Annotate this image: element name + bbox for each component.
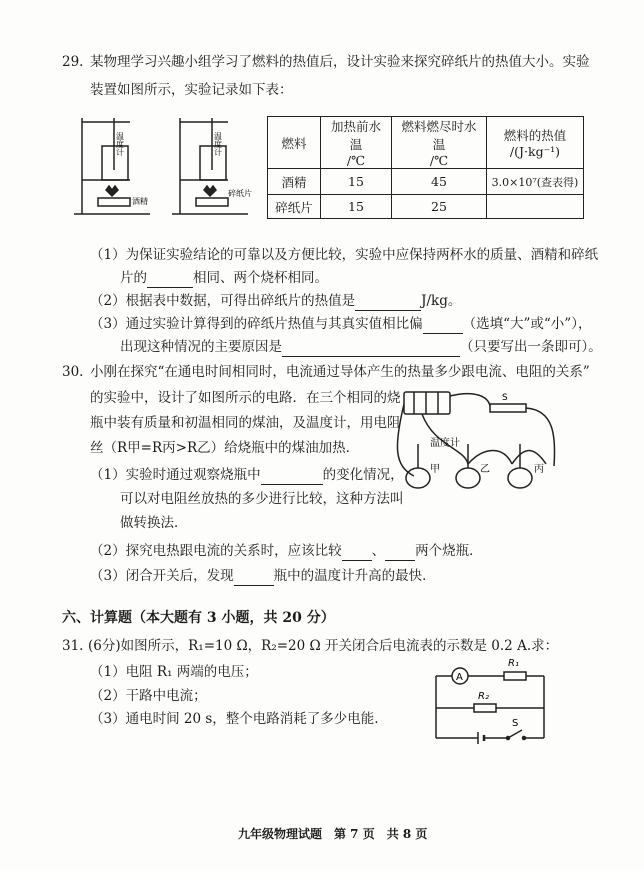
- flask-yi-label: 乙: [480, 464, 490, 475]
- table-header-cell: 加热前水温 /℃: [321, 117, 392, 169]
- switch-base: [490, 404, 526, 412]
- table-cell: 25: [392, 195, 487, 219]
- q29-sub1-line1: （1）为保证实验结论的可靠以及方便比较，实验中应保持两杯水的质量、酒精和碎纸: [90, 247, 599, 263]
- q29-number: 29.: [62, 54, 84, 70]
- switch-label: S: [502, 393, 508, 403]
- q31-sub1: （1）电阻 R₁ 两端的电压；: [90, 664, 258, 680]
- q29-intro-line2: 装置如图所示，实验记录如下表：: [90, 82, 293, 98]
- circuit-wires: [397, 394, 554, 476]
- answer-blank[interactable]: [342, 546, 372, 561]
- q29-apparatus-figure: [70, 112, 260, 222]
- answer-blank[interactable]: [147, 273, 193, 288]
- q30-number: 30.: [62, 364, 84, 380]
- q31-sub3: （3）通电时间 20 s，整个电路消耗了多少电能.: [90, 711, 379, 727]
- q30-line2: 的实验中，设计了如图所示的电路．在三个相同的烧: [90, 390, 401, 406]
- q30-line3: 瓶中装有质量和初温相同的煤油，及温度计，用电阻: [90, 415, 401, 431]
- q31-number: 31.: [62, 638, 84, 654]
- q30-sub3: （3）闭合开关后，发现 瓶中的温度计升高的最快．: [90, 568, 436, 584]
- answer-blank[interactable]: [261, 470, 323, 485]
- switch-label: S: [512, 718, 519, 729]
- table-cell: 酒精: [268, 169, 321, 195]
- q30-line4: 丝（R甲=R丙>R乙）给烧瓶中的煤油加热．: [90, 440, 360, 456]
- q29-sub2: （2）根据表中数据，可得出碎纸片的热值是 J/kg。: [90, 293, 462, 309]
- answer-blank[interactable]: [355, 296, 421, 311]
- q30-circuit-figure: [394, 386, 566, 498]
- q29-left-thermometer-label: 温度计: [115, 132, 125, 156]
- q29-right-stand: [172, 118, 248, 214]
- table-row: [268, 195, 584, 219]
- q31-circuit-figure: [428, 652, 554, 750]
- q31-stem: (6分)如图所示，R₁=10 Ω，R₂=20 Ω 开关闭合后电流表的示数是 0.2 A.求：: [88, 638, 559, 654]
- q31-sub2: （2）干路中电流；: [90, 688, 207, 704]
- page-footer: 九年级物理试题 第 7 页 共 8 页: [238, 827, 428, 841]
- battery-pack: [404, 392, 450, 414]
- table-row: [268, 169, 584, 195]
- q29-right-thermometer-label: 温度计: [213, 132, 223, 156]
- flask-bing-label: 丙: [534, 464, 544, 475]
- ammeter-label: A: [456, 672, 463, 683]
- table-header-cell: 燃料的热值 /(J·kg⁻¹): [487, 117, 584, 169]
- q30-sub2: （2）探究电热跟电流的关系时，应该比较 、 两个烧瓶．: [90, 543, 483, 559]
- answer-blank[interactable]: [385, 546, 415, 561]
- answer-blank[interactable]: [234, 571, 274, 586]
- q30-sub1-line3: 做转换法．: [120, 515, 188, 531]
- flask-jia-label: 甲: [430, 464, 440, 475]
- table-cell: [487, 195, 584, 219]
- table-cell: 碎纸片: [268, 195, 321, 219]
- table-header-cell: 燃料: [268, 117, 321, 169]
- q29-left-fuel-label: 酒精: [132, 197, 148, 206]
- q29-right-fuel-label: 碎纸片: [228, 189, 252, 198]
- q30-line1: 小刚在探究“在通电时间相同时，电流通过导体产生的热量多少跟电流、电阻的关系”: [90, 364, 590, 380]
- q30-sub1-line2: 可以对电阻丝放热的多少进行比较，这种方法叫: [120, 491, 404, 507]
- table-header-row: [268, 117, 584, 169]
- table-cell: 3.0×10⁷(查表得): [487, 169, 584, 195]
- q29-sub3-line1: （3）通过实验计算得到的碎纸片热值与其真实值相比偏 （选填“大”或“小”），: [90, 316, 592, 332]
- q29-intro-line1: 某物理学习兴趣小组学习了燃料的热值后，设计实验来探究碎纸片的热值大小。实验: [90, 54, 590, 70]
- table-cell: 15: [321, 195, 392, 219]
- thermometer-label: 温度计: [430, 438, 460, 449]
- switch-symbol: [508, 730, 522, 738]
- table-cell: 45: [392, 169, 487, 195]
- r2-label: R₂: [478, 691, 489, 702]
- q29-data-table: [267, 116, 584, 219]
- flask-yi: [456, 444, 480, 488]
- table-cell: 15: [321, 169, 392, 195]
- r1-label: R₁: [508, 658, 519, 669]
- resistor-r2: [474, 704, 496, 712]
- section-6-title: 六、计算题（本大题有 3 小题，共 20 分）: [62, 610, 335, 626]
- table-header-cell: 燃料燃尽时水温 /℃: [392, 117, 487, 169]
- answer-blank[interactable]: [423, 319, 463, 334]
- resistor-r1: [504, 672, 526, 680]
- q29-sub3-line2: 出现这种情况的主要原因是 （只要写出一条即可）。: [120, 339, 602, 355]
- q29-sub1-line2: 片的 相同、两个烧杯相同。: [120, 270, 328, 286]
- flask-jia: [406, 444, 430, 488]
- q30-sub1-line1: （1）实验时通过观察烧瓶中 的变化情况，: [90, 467, 404, 483]
- answer-blank[interactable]: [282, 342, 460, 357]
